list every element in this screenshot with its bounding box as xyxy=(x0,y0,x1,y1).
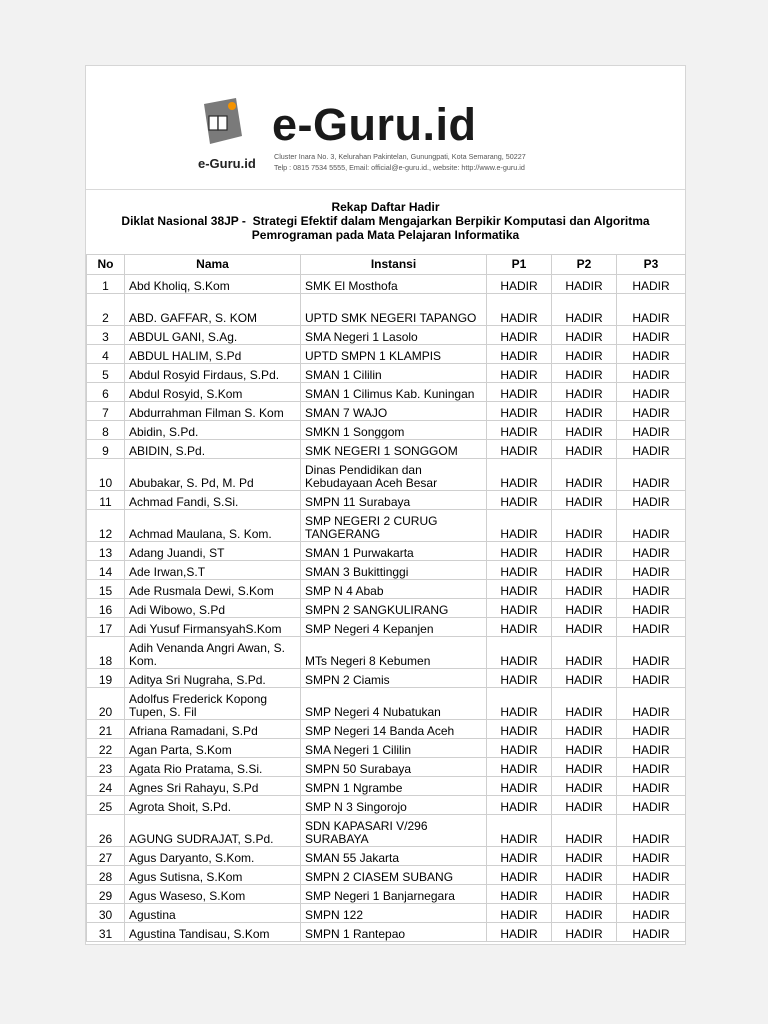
cell-instansi: SMPN 11 Surabaya xyxy=(301,491,487,510)
cell-p3: HADIR xyxy=(617,383,686,402)
cell-no: 1 xyxy=(87,275,125,294)
cell-no: 3 xyxy=(87,326,125,345)
cell-p2: HADIR xyxy=(552,777,617,796)
cell-p1: HADIR xyxy=(487,510,552,542)
cell-p3: HADIR xyxy=(617,542,686,561)
table-row xyxy=(87,688,686,720)
cell-instansi: SMKN 1 Songgom xyxy=(301,421,487,440)
cell-p2: HADIR xyxy=(552,618,617,637)
cell-no: 24 xyxy=(87,777,125,796)
table-row xyxy=(87,758,686,777)
cell-p2: HADIR xyxy=(552,637,617,669)
cell-no: 23 xyxy=(87,758,125,777)
cell-p3: HADIR xyxy=(617,796,686,815)
table-row xyxy=(87,383,686,402)
table-row xyxy=(87,326,686,345)
cell-nama: Abdul Rosyid, S.Kom xyxy=(125,383,301,402)
cell-p1: HADIR xyxy=(487,904,552,923)
cell-no: 30 xyxy=(87,904,125,923)
cell-p2: HADIR xyxy=(552,275,617,294)
cell-no: 19 xyxy=(87,669,125,688)
cell-nama: Agata Rio Pratama, S.Si. xyxy=(125,758,301,777)
cell-nama: Agrota Shoit, S.Pd. xyxy=(125,796,301,815)
cell-nama: AGUNG SUDRAJAT, S.Pd. xyxy=(125,815,301,847)
cell-instansi: SMAN 1 Cilimus Kab. Kuningan xyxy=(301,383,487,402)
cell-nama: Achmad Maulana, S. Kom. xyxy=(125,510,301,542)
cell-nama: Abd Kholiq, S.Kom xyxy=(125,275,301,294)
cell-nama: Agus Daryanto, S.Kom. xyxy=(125,847,301,866)
table-row xyxy=(87,720,686,739)
cell-p1: HADIR xyxy=(487,637,552,669)
cell-no: 20 xyxy=(87,688,125,720)
cell-p2: HADIR xyxy=(552,459,617,491)
cell-no: 4 xyxy=(87,345,125,364)
cell-p3: HADIR xyxy=(617,720,686,739)
cell-p1: HADIR xyxy=(487,402,552,421)
cell-instansi: SMK El Mosthofa xyxy=(301,275,487,294)
cell-p3: HADIR xyxy=(617,688,686,720)
title-line-3: Pemrograman pada Mata Pelajaran Informatika xyxy=(251,228,520,242)
cell-nama: Adi Yusuf FirmansyahS.Kom xyxy=(125,618,301,637)
table-row xyxy=(87,459,686,491)
table-header-row xyxy=(87,255,686,275)
table-row xyxy=(87,847,686,866)
cell-p3: HADIR xyxy=(617,758,686,777)
cell-p3: HADIR xyxy=(617,866,686,885)
table-row xyxy=(87,904,686,923)
cell-p1: HADIR xyxy=(487,345,552,364)
cell-no: 17 xyxy=(87,618,125,637)
cell-no: 10 xyxy=(87,459,125,491)
cell-nama: Adolfus Frederick Kopong Tupen, S. Fil xyxy=(125,688,301,720)
table-row xyxy=(87,364,686,383)
contact-line: Telp : 0815 7534 5555, Email: official@e-guru.id., website: http://www.e-guru.id xyxy=(274,163,525,172)
cell-no: 26 xyxy=(87,815,125,847)
column-header-p2: P2 xyxy=(552,255,617,275)
cell-p3: HADIR xyxy=(617,510,686,542)
table-row xyxy=(87,739,686,758)
cell-nama: Ade Rusmala Dewi, S.Kom xyxy=(125,580,301,599)
cell-no: 13 xyxy=(87,542,125,561)
cell-no: 18 xyxy=(87,637,125,669)
cell-instansi: SMAN 7 WAJO xyxy=(301,402,487,421)
cell-instansi: SMPN 122 xyxy=(301,904,487,923)
title-line-2: Diklat Nasional 38JP - Strategi Efektif dalam Mengajarkan Berpikir Komputasi dan Algoritma xyxy=(121,214,650,228)
cell-p2: HADIR xyxy=(552,383,617,402)
cell-nama: ABIDIN, S.Pd. xyxy=(125,440,301,459)
cell-instansi: SMA Negeri 1 Cililin xyxy=(301,739,487,758)
cell-no: 22 xyxy=(87,739,125,758)
cell-nama: ABDUL GANI, S.Ag. xyxy=(125,326,301,345)
cell-instansi: SMPN 2 SANGKULIRANG xyxy=(301,599,487,618)
cell-p1: HADIR xyxy=(487,542,552,561)
column-header-p3: P3 xyxy=(617,255,686,275)
cell-p3: HADIR xyxy=(617,637,686,669)
cell-p2: HADIR xyxy=(552,364,617,383)
cell-p3: HADIR xyxy=(617,885,686,904)
cell-p3: HADIR xyxy=(617,777,686,796)
cell-p1: HADIR xyxy=(487,885,552,904)
cell-p3: HADIR xyxy=(617,739,686,758)
cell-p3: HADIR xyxy=(617,561,686,580)
cell-no: 28 xyxy=(87,866,125,885)
cell-instansi: SMP Negeri 4 Nubatukan xyxy=(301,688,487,720)
cell-nama: Agnes Sri Rahayu, S.Pd xyxy=(125,777,301,796)
cell-p3: HADIR xyxy=(617,923,686,942)
cell-p2: HADIR xyxy=(552,739,617,758)
cell-no: 16 xyxy=(87,599,125,618)
cell-p1: HADIR xyxy=(487,599,552,618)
document-page xyxy=(85,65,686,945)
cell-nama: ABD. GAFFAR, S. KOM xyxy=(125,294,301,326)
cell-no: 6 xyxy=(87,383,125,402)
cell-instansi: UPTD SMK NEGERI TAPANGO xyxy=(301,294,487,326)
cell-p3: HADIR xyxy=(617,345,686,364)
cell-p2: HADIR xyxy=(552,491,617,510)
cell-p2: HADIR xyxy=(552,345,617,364)
cell-instansi: SMAN 1 Cililin xyxy=(301,364,487,383)
cell-p2: HADIR xyxy=(552,510,617,542)
cell-p1: HADIR xyxy=(487,618,552,637)
cell-p2: HADIR xyxy=(552,421,617,440)
cell-p3: HADIR xyxy=(617,294,686,326)
cell-no: 11 xyxy=(87,491,125,510)
cell-p2: HADIR xyxy=(552,720,617,739)
cell-p3: HADIR xyxy=(617,491,686,510)
cell-p3: HADIR xyxy=(617,669,686,688)
cell-nama: Agan Parta, S.Kom xyxy=(125,739,301,758)
cell-instansi: SMPN 2 Ciamis xyxy=(301,669,487,688)
cell-instansi: SMP N 3 Singorojo xyxy=(301,796,487,815)
cell-p2: HADIR xyxy=(552,561,617,580)
cell-instansi: SMPN 2 CIASEM SUBANG xyxy=(301,866,487,885)
cell-p1: HADIR xyxy=(487,580,552,599)
cell-p2: HADIR xyxy=(552,866,617,885)
cell-p2: HADIR xyxy=(552,402,617,421)
cell-no: 15 xyxy=(87,580,125,599)
cell-p1: HADIR xyxy=(487,796,552,815)
table-row xyxy=(87,923,686,942)
table-row xyxy=(87,599,686,618)
logo-wordmark: e-Guru.id xyxy=(272,99,477,150)
cell-no: 8 xyxy=(87,421,125,440)
cell-p3: HADIR xyxy=(617,421,686,440)
cell-p1: HADIR xyxy=(487,923,552,942)
table-row xyxy=(87,885,686,904)
table-row xyxy=(87,345,686,364)
cell-p3: HADIR xyxy=(617,364,686,383)
cell-nama: ABDUL HALIM, S.Pd xyxy=(125,345,301,364)
cell-p1: HADIR xyxy=(487,326,552,345)
cell-instansi: SDN KAPASARI V/296 SURABAYA xyxy=(301,815,487,847)
table-row xyxy=(87,491,686,510)
table-row xyxy=(87,421,686,440)
table-row xyxy=(87,580,686,599)
cell-nama: Abdul Rosyid Firdaus, S.Pd. xyxy=(125,364,301,383)
table-row xyxy=(87,542,686,561)
cell-no: 7 xyxy=(87,402,125,421)
cell-p1: HADIR xyxy=(487,866,552,885)
address-line: Cluster Inara No. 3, Kelurahan Pakintelan, Gunungpati, Kota Semarang, 50227 xyxy=(274,152,526,161)
cell-p1: HADIR xyxy=(487,688,552,720)
table-row xyxy=(87,561,686,580)
attendance-table xyxy=(86,254,686,942)
cell-nama: Agustina Tandisau, S.Kom xyxy=(125,923,301,942)
cell-p2: HADIR xyxy=(552,580,617,599)
cell-no: 31 xyxy=(87,923,125,942)
cell-instansi: SMPN 50 Surabaya xyxy=(301,758,487,777)
cell-no: 14 xyxy=(87,561,125,580)
cell-instansi: MTs Negeri 8 Kebumen xyxy=(301,637,487,669)
cell-nama: Abidin, S.Pd. xyxy=(125,421,301,440)
cell-instansi: SMAN 55 Jakarta xyxy=(301,847,487,866)
table-row xyxy=(87,294,686,326)
cell-instansi: SMA Negeri 1 Lasolo xyxy=(301,326,487,345)
cell-nama: Adi Wibowo, S.Pd xyxy=(125,599,301,618)
cell-p1: HADIR xyxy=(487,561,552,580)
cell-no: 9 xyxy=(87,440,125,459)
cell-p3: HADIR xyxy=(617,402,686,421)
cell-nama: Afriana Ramadani, S.Pd xyxy=(125,720,301,739)
cell-p3: HADIR xyxy=(617,815,686,847)
address-block xyxy=(274,151,526,173)
column-header-no: No xyxy=(87,255,125,275)
cell-p2: HADIR xyxy=(552,904,617,923)
cell-p1: HADIR xyxy=(487,294,552,326)
cell-nama: Aditya Sri Nugraha, S.Pd. xyxy=(125,669,301,688)
cell-p1: HADIR xyxy=(487,364,552,383)
title-line-1: Rekap Daftar Hadir xyxy=(331,200,440,214)
book-logo-icon xyxy=(196,98,242,150)
cell-nama: Abdurrahman Filman S. Kom xyxy=(125,402,301,421)
cell-p2: HADIR xyxy=(552,294,617,326)
cell-instansi: SMAN 3 Bukittinggi xyxy=(301,561,487,580)
letterhead xyxy=(86,66,685,190)
column-header-p1: P1 xyxy=(487,255,552,275)
cell-p2: HADIR xyxy=(552,885,617,904)
cell-instansi: SMP N 4 Abab xyxy=(301,580,487,599)
table-row xyxy=(87,815,686,847)
cell-p2: HADIR xyxy=(552,542,617,561)
cell-no: 2 xyxy=(87,294,125,326)
cell-p2: HADIR xyxy=(552,923,617,942)
cell-p3: HADIR xyxy=(617,580,686,599)
cell-p3: HADIR xyxy=(617,459,686,491)
cell-instansi: SMP Negeri 14 Banda Aceh xyxy=(301,720,487,739)
document-title xyxy=(86,200,685,242)
cell-p3: HADIR xyxy=(617,847,686,866)
cell-p1: HADIR xyxy=(487,739,552,758)
cell-p2: HADIR xyxy=(552,815,617,847)
cell-p3: HADIR xyxy=(617,275,686,294)
cell-no: 5 xyxy=(87,364,125,383)
cell-p2: HADIR xyxy=(552,847,617,866)
cell-instansi: SMP Negeri 4 Kepanjen xyxy=(301,618,487,637)
table-row xyxy=(87,637,686,669)
cell-nama: Achmad Fandi, S.Si. xyxy=(125,491,301,510)
column-header-instansi: Instansi xyxy=(301,255,487,275)
cell-p1: HADIR xyxy=(487,777,552,796)
cell-nama: Agus Sutisna, S.Kom xyxy=(125,866,301,885)
table-row xyxy=(87,777,686,796)
cell-p1: HADIR xyxy=(487,491,552,510)
cell-instansi: SMPN 1 Ngrambe xyxy=(301,777,487,796)
cell-p1: HADIR xyxy=(487,720,552,739)
cell-p3: HADIR xyxy=(617,440,686,459)
cell-p2: HADIR xyxy=(552,758,617,777)
cell-p1: HADIR xyxy=(487,383,552,402)
table-row xyxy=(87,796,686,815)
cell-p1: HADIR xyxy=(487,847,552,866)
cell-p1: HADIR xyxy=(487,421,552,440)
cell-nama: Agustina xyxy=(125,904,301,923)
cell-p2: HADIR xyxy=(552,599,617,618)
table-row xyxy=(87,440,686,459)
cell-p3: HADIR xyxy=(617,618,686,637)
table-row xyxy=(87,510,686,542)
cell-p2: HADIR xyxy=(552,669,617,688)
cell-nama: Ade Irwan,S.T xyxy=(125,561,301,580)
table-row xyxy=(87,866,686,885)
cell-no: 21 xyxy=(87,720,125,739)
cell-instansi: Dinas Pendidikan dan Kebudayaan Aceh Besar xyxy=(301,459,487,491)
table-row xyxy=(87,402,686,421)
cell-p1: HADIR xyxy=(487,459,552,491)
cell-p1: HADIR xyxy=(487,440,552,459)
cell-instansi: SMAN 1 Purwakarta xyxy=(301,542,487,561)
cell-p1: HADIR xyxy=(487,275,552,294)
cell-p3: HADIR xyxy=(617,904,686,923)
cell-p2: HADIR xyxy=(552,796,617,815)
cell-instansi: SMPN 1 Rantepao xyxy=(301,923,487,942)
column-header-nama: Nama xyxy=(125,255,301,275)
cell-p1: HADIR xyxy=(487,815,552,847)
cell-nama: Agus Waseso, S.Kom xyxy=(125,885,301,904)
cell-no: 25 xyxy=(87,796,125,815)
logo-small-text: e-Guru.id xyxy=(198,156,256,171)
cell-p3: HADIR xyxy=(617,599,686,618)
cell-p1: HADIR xyxy=(487,669,552,688)
table-row xyxy=(87,669,686,688)
cell-p2: HADIR xyxy=(552,326,617,345)
cell-no: 12 xyxy=(87,510,125,542)
cell-p1: HADIR xyxy=(487,758,552,777)
cell-no: 27 xyxy=(87,847,125,866)
cell-nama: Adang Juandi, ST xyxy=(125,542,301,561)
cell-p2: HADIR xyxy=(552,688,617,720)
cell-instansi: SMP Negeri 1 Banjarnegara xyxy=(301,885,487,904)
cell-p3: HADIR xyxy=(617,326,686,345)
cell-p2: HADIR xyxy=(552,440,617,459)
cell-instansi: SMP NEGERI 2 CURUG TANGERANG xyxy=(301,510,487,542)
cell-nama: Adih Venanda Angri Awan, S. Kom. xyxy=(125,637,301,669)
cell-nama: Abubakar, S. Pd, M. Pd xyxy=(125,459,301,491)
table-row xyxy=(87,618,686,637)
table-row xyxy=(87,275,686,294)
cell-instansi: UPTD SMPN 1 KLAMPIS xyxy=(301,345,487,364)
cell-instansi: SMK NEGERI 1 SONGGOM xyxy=(301,440,487,459)
cell-no: 29 xyxy=(87,885,125,904)
